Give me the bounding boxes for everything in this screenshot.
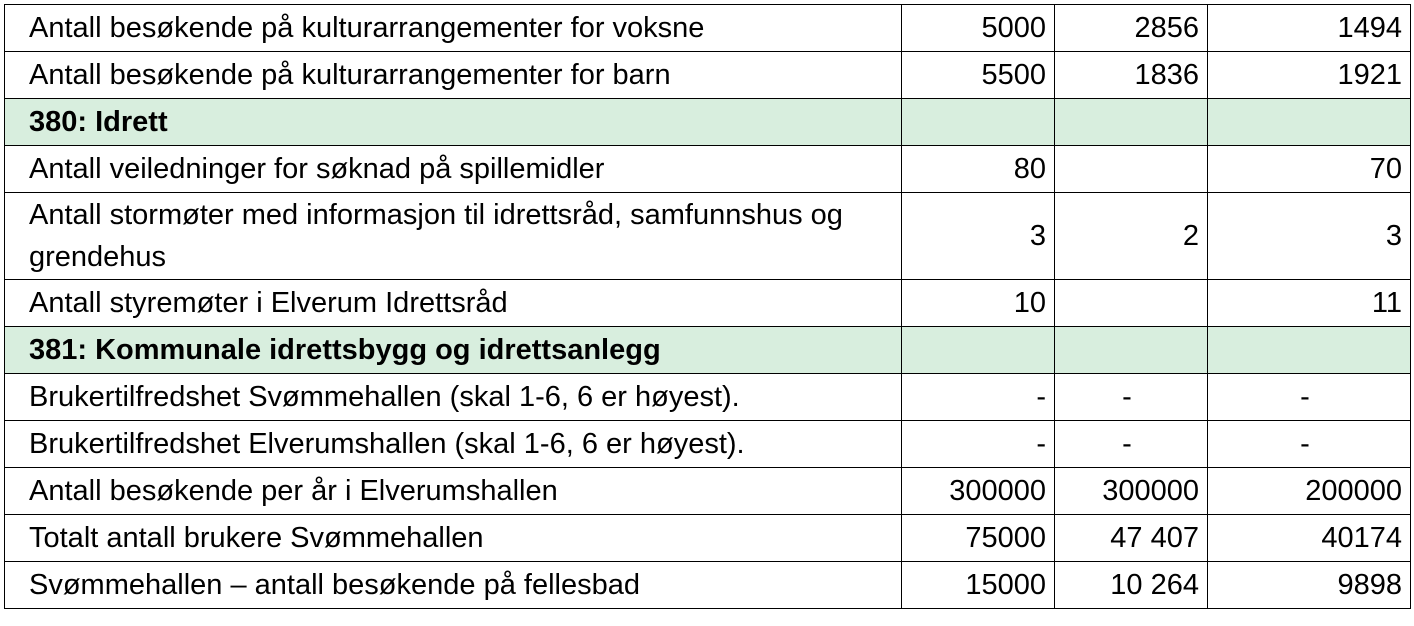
row-label: Totalt antall brukere Svømmehallen xyxy=(5,515,902,562)
value-col-3: 11 xyxy=(1208,280,1411,327)
section-title: 380: Idrett xyxy=(5,99,902,146)
section-header-row xyxy=(5,327,1411,374)
value-col-3: 1494 xyxy=(1208,5,1411,52)
table-row xyxy=(5,280,1411,327)
value-col-2: 47 407 xyxy=(1055,515,1208,562)
value-col-3 xyxy=(1208,421,1411,468)
value-col-2 xyxy=(1055,146,1208,193)
section-empty-cell xyxy=(1208,327,1411,374)
table-row xyxy=(5,421,1411,468)
value-col-1: 300000 xyxy=(902,468,1055,515)
dash-value: - xyxy=(1300,428,1310,460)
value-col-3: 70 xyxy=(1208,146,1411,193)
value-col-3: 3 xyxy=(1208,193,1411,280)
value-col-3: 200000 xyxy=(1208,468,1411,515)
value-col-1: 10 xyxy=(902,280,1055,327)
section-empty-cell xyxy=(1055,327,1208,374)
section-empty-cell xyxy=(1055,99,1208,146)
section-empty-cell xyxy=(1208,99,1411,146)
value-col-3: 1921 xyxy=(1208,52,1411,99)
table-row xyxy=(5,515,1411,562)
value-col-2 xyxy=(1055,374,1208,421)
row-label: Brukertilfredshet Elverumshallen (skal 1-6, 6 er høyest). xyxy=(5,421,902,468)
dash-value: - xyxy=(1122,381,1132,413)
statistics-table xyxy=(4,4,1411,609)
row-label: Antall styremøter i Elverum Idrettsråd xyxy=(5,280,902,327)
value-col-1: - xyxy=(902,374,1055,421)
table-row xyxy=(5,193,1411,280)
row-label: Antall veiledninger for søknad på spillemidler xyxy=(5,146,902,193)
table-row xyxy=(5,468,1411,515)
row-label: Antall besøkende på kulturarrangementer for voksne xyxy=(5,5,902,52)
dash-value: - xyxy=(1300,381,1310,413)
value-col-2: 10 264 xyxy=(1055,562,1208,609)
value-col-1: - xyxy=(902,421,1055,468)
value-col-2: 2856 xyxy=(1055,5,1208,52)
row-label: Brukertilfredshet Svømmehallen (skal 1-6, 6 er høyest). xyxy=(5,374,902,421)
table-row xyxy=(5,562,1411,609)
section-empty-cell xyxy=(902,327,1055,374)
row-label: Antall besøkende per år i Elverumshallen xyxy=(5,468,902,515)
value-col-1: 5500 xyxy=(902,52,1055,99)
value-col-2: 1836 xyxy=(1055,52,1208,99)
table-row xyxy=(5,5,1411,52)
table-row xyxy=(5,146,1411,193)
value-col-1: 5000 xyxy=(902,5,1055,52)
section-empty-cell xyxy=(902,99,1055,146)
row-label: Antall stormøter med informasjon til idrettsråd, samfunnshus og grendehus xyxy=(5,193,902,280)
value-col-2 xyxy=(1055,280,1208,327)
value-col-3: 40174 xyxy=(1208,515,1411,562)
dash-value: - xyxy=(1122,428,1132,460)
row-label: Svømmehallen – antall besøkende på fellesbad xyxy=(5,562,902,609)
section-title: 381: Kommunale idrettsbygg og idrettsanlegg xyxy=(5,327,902,374)
value-col-1: 80 xyxy=(902,146,1055,193)
table-row xyxy=(5,374,1411,421)
value-col-1: 3 xyxy=(902,193,1055,280)
value-col-1: 75000 xyxy=(902,515,1055,562)
section-header-row xyxy=(5,99,1411,146)
value-col-2: 300000 xyxy=(1055,468,1208,515)
value-col-1: 15000 xyxy=(902,562,1055,609)
value-col-3 xyxy=(1208,374,1411,421)
table-row xyxy=(5,52,1411,99)
value-col-3: 9898 xyxy=(1208,562,1411,609)
value-col-2: 2 xyxy=(1055,193,1208,280)
value-col-2 xyxy=(1055,421,1208,468)
row-label: Antall besøkende på kulturarrangementer for barn xyxy=(5,52,902,99)
